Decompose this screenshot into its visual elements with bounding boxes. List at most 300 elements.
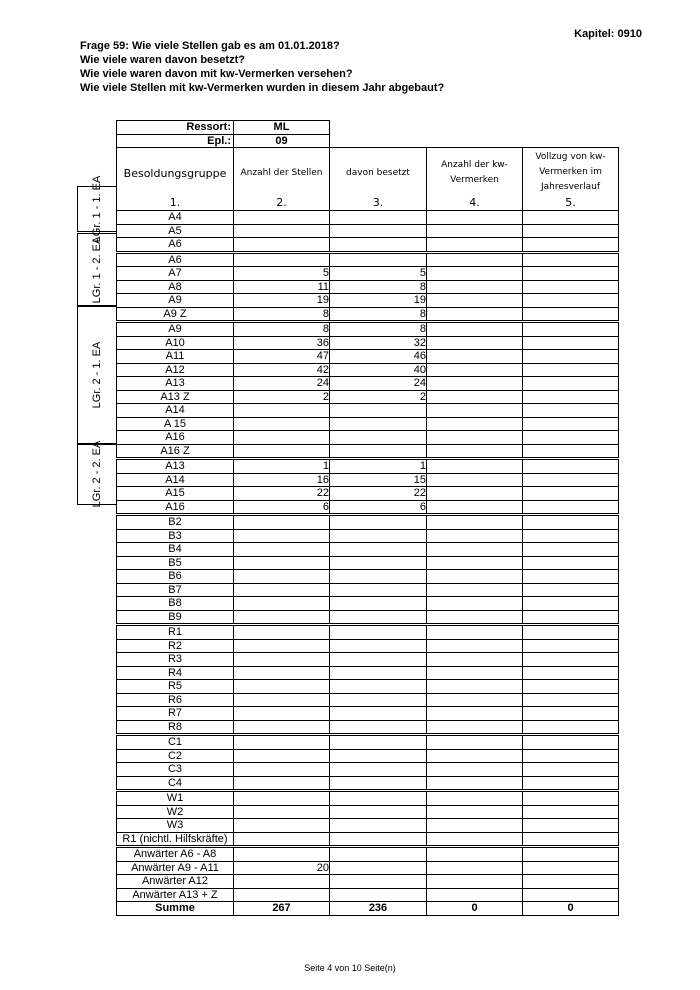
table-row bbox=[117, 583, 619, 597]
ressort-label: Ressort: bbox=[117, 121, 234, 135]
column-header: Anzahl der kw-Vermerken 4. bbox=[427, 148, 523, 211]
ressort-value: ML bbox=[234, 121, 330, 135]
kw-executed-cell bbox=[523, 861, 619, 875]
table-row bbox=[117, 707, 619, 721]
table-row bbox=[117, 735, 619, 750]
kw-executed-cell bbox=[523, 556, 619, 570]
grade-cell: A14 bbox=[117, 473, 234, 487]
kw-count-cell bbox=[427, 610, 523, 625]
positions-cell bbox=[234, 556, 330, 570]
kw-count-cell bbox=[427, 417, 523, 431]
kw-executed-cell bbox=[523, 693, 619, 707]
kw-executed-cell bbox=[523, 597, 619, 611]
grade-cell: A13 bbox=[117, 459, 234, 474]
positions-cell bbox=[234, 625, 330, 640]
group-label-lgr2-ea1: LGr. 2 - 1. EA bbox=[77, 305, 116, 445]
grade-cell: R1 (nichtl. Hilfskräfte) bbox=[117, 832, 234, 847]
kw-count-cell bbox=[427, 597, 523, 611]
positions-cell bbox=[234, 875, 330, 889]
ressort-row bbox=[117, 121, 619, 135]
grade-cell: C3 bbox=[117, 763, 234, 777]
positions-cell: 24 bbox=[234, 377, 330, 391]
kw-executed-cell bbox=[523, 294, 619, 308]
kw-count-cell bbox=[427, 666, 523, 680]
positions-cell bbox=[234, 791, 330, 806]
kw-executed-cell bbox=[523, 500, 619, 515]
positions-cell bbox=[234, 763, 330, 777]
column-header: Anzahl der Stellen 2. bbox=[234, 148, 330, 211]
kw-count-cell bbox=[427, 500, 523, 515]
kw-count-cell bbox=[427, 680, 523, 694]
positions-cell: 1 bbox=[234, 459, 330, 474]
kw-executed-cell bbox=[523, 377, 619, 391]
grade-cell: W3 bbox=[117, 819, 234, 833]
occupied-cell bbox=[330, 888, 427, 902]
kw-count-cell bbox=[427, 404, 523, 418]
occupied-cell bbox=[330, 749, 427, 763]
kw-count-cell bbox=[427, 322, 523, 337]
kw-count-cell bbox=[427, 707, 523, 721]
table-row bbox=[117, 693, 619, 707]
positions-cell bbox=[234, 597, 330, 611]
kw-executed-cell bbox=[523, 653, 619, 667]
table-row bbox=[117, 666, 619, 680]
page-footer: Seite 4 von 10 Seite(n) bbox=[304, 963, 396, 973]
kw-count-cell bbox=[427, 776, 523, 791]
kw-count-cell bbox=[427, 625, 523, 640]
kw-count-cell bbox=[427, 720, 523, 735]
kw-executed-cell bbox=[523, 404, 619, 418]
kw-executed-cell bbox=[523, 417, 619, 431]
positions-cell bbox=[234, 819, 330, 833]
table-row bbox=[117, 653, 619, 667]
kw-executed-cell bbox=[523, 832, 619, 847]
table-row bbox=[117, 875, 619, 889]
table-row bbox=[117, 597, 619, 611]
grade-cell: A16 bbox=[117, 500, 234, 515]
occupied-cell bbox=[330, 693, 427, 707]
kw-executed-cell bbox=[523, 459, 619, 474]
table-row bbox=[117, 610, 619, 625]
kw-count-cell bbox=[427, 653, 523, 667]
table-row bbox=[117, 570, 619, 584]
column-header: Vollzug von kw-Vermerken im Jahresverlauf 5. bbox=[523, 148, 619, 211]
occupied-cell: 22 bbox=[330, 487, 427, 501]
table-row bbox=[117, 211, 619, 225]
positions-cell: 22 bbox=[234, 487, 330, 501]
kw-executed-cell bbox=[523, 211, 619, 225]
question-line: Wie viele waren davon besetzt? bbox=[80, 54, 245, 66]
kw-count-cell bbox=[427, 583, 523, 597]
occupied-cell bbox=[330, 211, 427, 225]
column-header: Besoldungsgruppe 1. bbox=[117, 148, 234, 211]
table-row bbox=[117, 280, 619, 294]
positions-cell bbox=[234, 238, 330, 253]
table-row bbox=[117, 459, 619, 474]
kw-count-cell bbox=[427, 350, 523, 364]
positions-cell bbox=[234, 515, 330, 530]
kw-executed-cell bbox=[523, 543, 619, 557]
epl-label: Epl.: bbox=[117, 134, 234, 148]
occupied-cell bbox=[330, 515, 427, 530]
occupied-cell: 1 bbox=[330, 459, 427, 474]
positions-cell: 8 bbox=[234, 322, 330, 337]
occupied-cell bbox=[330, 444, 427, 459]
occupied-cell bbox=[330, 832, 427, 847]
occupied-cell bbox=[330, 570, 427, 584]
kw-count-cell bbox=[427, 832, 523, 847]
grade-cell: A6 bbox=[117, 238, 234, 253]
grade-cell: R3 bbox=[117, 653, 234, 667]
table-row bbox=[117, 556, 619, 570]
table-row bbox=[117, 307, 619, 322]
question-line: Wie viele Stellen mit kw-Vermerken wurden in diesem Jahr abgebaut? bbox=[80, 82, 445, 94]
kw-executed-cell bbox=[523, 238, 619, 253]
table-row bbox=[117, 363, 619, 377]
grade-cell: B8 bbox=[117, 597, 234, 611]
grade-cell: B5 bbox=[117, 556, 234, 570]
positions-cell bbox=[234, 583, 330, 597]
grade-cell: Anwärter A6 - A8 bbox=[117, 847, 234, 862]
positions-cell: 19 bbox=[234, 294, 330, 308]
table-row bbox=[117, 888, 619, 902]
occupied-cell bbox=[330, 763, 427, 777]
grade-cell: A16 bbox=[117, 431, 234, 445]
occupied-cell bbox=[330, 431, 427, 445]
positions-cell bbox=[234, 529, 330, 543]
occupied-cell: 5 bbox=[330, 267, 427, 281]
table-row bbox=[117, 350, 619, 364]
epl-value: 09 bbox=[234, 134, 330, 148]
grade-cell: B9 bbox=[117, 610, 234, 625]
kw-count-cell bbox=[427, 763, 523, 777]
table-row bbox=[117, 252, 619, 267]
positions-cell bbox=[234, 693, 330, 707]
occupied-cell: 40 bbox=[330, 363, 427, 377]
occupied-cell: 8 bbox=[330, 280, 427, 294]
table-row bbox=[117, 543, 619, 557]
table-row bbox=[117, 431, 619, 445]
occupied-cell bbox=[330, 583, 427, 597]
question-block bbox=[80, 39, 444, 95]
occupied-cell: 6 bbox=[330, 500, 427, 515]
kw-count-cell bbox=[427, 363, 523, 377]
summe-occupied: 236 bbox=[330, 902, 427, 916]
table-row bbox=[117, 322, 619, 337]
kw-count-cell bbox=[427, 473, 523, 487]
positions-cell: 36 bbox=[234, 336, 330, 350]
occupied-cell: 8 bbox=[330, 322, 427, 337]
occupied-cell bbox=[330, 666, 427, 680]
grade-cell: A5 bbox=[117, 224, 234, 238]
grade-cell: A12 bbox=[117, 363, 234, 377]
grade-cell: R8 bbox=[117, 720, 234, 735]
positions-cell bbox=[234, 888, 330, 902]
grade-cell: A4 bbox=[117, 211, 234, 225]
kw-executed-cell bbox=[523, 390, 619, 404]
kw-count-cell bbox=[427, 819, 523, 833]
kw-count-cell bbox=[427, 875, 523, 889]
occupied-cell bbox=[330, 735, 427, 750]
table-row bbox=[117, 847, 619, 862]
positions-cell bbox=[234, 735, 330, 750]
occupied-cell bbox=[330, 224, 427, 238]
occupied-cell: 15 bbox=[330, 473, 427, 487]
chapter-label: Kapitel: 0910 bbox=[574, 28, 642, 40]
positions-cell: 8 bbox=[234, 307, 330, 322]
kw-executed-cell bbox=[523, 749, 619, 763]
positions-table bbox=[116, 120, 619, 916]
grade-cell: R5 bbox=[117, 680, 234, 694]
positions-cell: 20 bbox=[234, 861, 330, 875]
occupied-cell bbox=[330, 805, 427, 819]
summe-positions: 267 bbox=[234, 902, 330, 916]
kw-executed-cell bbox=[523, 639, 619, 653]
kw-executed-cell bbox=[523, 610, 619, 625]
kw-count-cell bbox=[427, 791, 523, 806]
grade-cell: B7 bbox=[117, 583, 234, 597]
grade-cell: Anwärter A13 + Z bbox=[117, 888, 234, 902]
occupied-cell bbox=[330, 543, 427, 557]
kw-count-cell bbox=[427, 336, 523, 350]
summe-kw-executed: 0 bbox=[523, 902, 619, 916]
positions-cell bbox=[234, 543, 330, 557]
table-row bbox=[117, 776, 619, 791]
grade-cell: A13 Z bbox=[117, 390, 234, 404]
grade-cell: A8 bbox=[117, 280, 234, 294]
occupied-cell bbox=[330, 556, 427, 570]
grade-cell: A11 bbox=[117, 350, 234, 364]
kw-count-cell bbox=[427, 639, 523, 653]
grade-cell: A14 bbox=[117, 404, 234, 418]
occupied-cell bbox=[330, 529, 427, 543]
kw-count-cell bbox=[427, 529, 523, 543]
kw-executed-cell bbox=[523, 707, 619, 721]
positions-cell: 2 bbox=[234, 390, 330, 404]
table-row bbox=[117, 267, 619, 281]
kw-executed-cell bbox=[523, 444, 619, 459]
occupied-cell: 46 bbox=[330, 350, 427, 364]
table-row bbox=[117, 294, 619, 308]
kw-count-cell bbox=[427, 377, 523, 391]
occupied-cell bbox=[330, 847, 427, 862]
grade-cell: R7 bbox=[117, 707, 234, 721]
kw-count-cell bbox=[427, 735, 523, 750]
positions-cell bbox=[234, 252, 330, 267]
occupied-cell bbox=[330, 791, 427, 806]
kw-executed-cell bbox=[523, 847, 619, 862]
occupied-cell bbox=[330, 707, 427, 721]
positions-cell: 5 bbox=[234, 267, 330, 281]
kw-count-cell bbox=[427, 252, 523, 267]
positions-cell: 47 bbox=[234, 350, 330, 364]
positions-cell bbox=[234, 224, 330, 238]
table-row bbox=[117, 377, 619, 391]
column-header: davon besetzt 3. bbox=[330, 148, 427, 211]
summe-kw-count: 0 bbox=[427, 902, 523, 916]
kw-count-cell bbox=[427, 390, 523, 404]
grade-cell: R2 bbox=[117, 639, 234, 653]
table-row bbox=[117, 832, 619, 847]
kw-executed-cell bbox=[523, 570, 619, 584]
grade-cell: B6 bbox=[117, 570, 234, 584]
grade-cell: B3 bbox=[117, 529, 234, 543]
grade-cell: C1 bbox=[117, 735, 234, 750]
kw-count-cell bbox=[427, 693, 523, 707]
kw-count-cell bbox=[427, 280, 523, 294]
table-row bbox=[117, 791, 619, 806]
kw-executed-cell bbox=[523, 819, 619, 833]
positions-cell bbox=[234, 404, 330, 418]
kw-count-cell bbox=[427, 307, 523, 322]
grade-cell: A13 bbox=[117, 377, 234, 391]
table-row bbox=[117, 224, 619, 238]
table-row bbox=[117, 819, 619, 833]
grade-cell: A10 bbox=[117, 336, 234, 350]
kw-count-cell bbox=[427, 459, 523, 474]
kw-executed-cell bbox=[523, 720, 619, 735]
table-row bbox=[117, 336, 619, 350]
kw-count-cell bbox=[427, 749, 523, 763]
table-row bbox=[117, 805, 619, 819]
grade-cell: R1 bbox=[117, 625, 234, 640]
occupied-cell bbox=[330, 404, 427, 418]
group-label-lgr1-ea2: LGr. 1 - 2. EA bbox=[77, 233, 116, 307]
occupied-cell bbox=[330, 875, 427, 889]
kw-count-cell bbox=[427, 888, 523, 902]
positions-cell bbox=[234, 707, 330, 721]
kw-executed-cell bbox=[523, 307, 619, 322]
positions-cell bbox=[234, 444, 330, 459]
positions-cell bbox=[234, 847, 330, 862]
grade-cell: W1 bbox=[117, 791, 234, 806]
positions-cell bbox=[234, 776, 330, 791]
kw-executed-cell bbox=[523, 363, 619, 377]
kw-executed-cell bbox=[523, 529, 619, 543]
occupied-cell: 32 bbox=[330, 336, 427, 350]
kw-count-cell bbox=[427, 556, 523, 570]
table-row bbox=[117, 529, 619, 543]
kw-count-cell bbox=[427, 487, 523, 501]
positions-cell bbox=[234, 431, 330, 445]
grade-cell: C4 bbox=[117, 776, 234, 791]
occupied-cell bbox=[330, 680, 427, 694]
kw-count-cell bbox=[427, 805, 523, 819]
kw-count-cell bbox=[427, 211, 523, 225]
kw-executed-cell bbox=[523, 791, 619, 806]
positions-cell: 6 bbox=[234, 500, 330, 515]
kw-executed-cell bbox=[523, 473, 619, 487]
grade-cell: A9 Z bbox=[117, 307, 234, 322]
table-row bbox=[117, 444, 619, 459]
table-row bbox=[117, 680, 619, 694]
occupied-cell bbox=[330, 625, 427, 640]
grade-cell: B4 bbox=[117, 543, 234, 557]
table-row bbox=[117, 238, 619, 253]
table-row bbox=[117, 487, 619, 501]
summe-label: Summe bbox=[117, 902, 234, 916]
grade-cell: C2 bbox=[117, 749, 234, 763]
table-row bbox=[117, 749, 619, 763]
kw-executed-cell bbox=[523, 322, 619, 337]
positions-cell bbox=[234, 666, 330, 680]
grade-cell: B2 bbox=[117, 515, 234, 530]
positions-cell bbox=[234, 639, 330, 653]
occupied-cell: 2 bbox=[330, 390, 427, 404]
question-line: Frage 59: Wie viele Stellen gab es am 01.01.2018? bbox=[80, 40, 340, 52]
table-row bbox=[117, 417, 619, 431]
table-row bbox=[117, 861, 619, 875]
grade-cell: A15 bbox=[117, 487, 234, 501]
kw-count-cell bbox=[427, 444, 523, 459]
positions-cell bbox=[234, 680, 330, 694]
kw-count-cell bbox=[427, 543, 523, 557]
occupied-cell bbox=[330, 417, 427, 431]
table-row bbox=[117, 763, 619, 777]
group-label-lgr1-ea1: LGr. 1 - 1. EA bbox=[77, 186, 116, 232]
positions-cell bbox=[234, 832, 330, 847]
kw-count-cell bbox=[427, 294, 523, 308]
positions-cell: 16 bbox=[234, 473, 330, 487]
kw-executed-cell bbox=[523, 875, 619, 889]
kw-executed-cell bbox=[523, 431, 619, 445]
table-row bbox=[117, 625, 619, 640]
grade-cell: A9 bbox=[117, 294, 234, 308]
kw-executed-cell bbox=[523, 515, 619, 530]
kw-count-cell bbox=[427, 431, 523, 445]
grade-cell: Anwärter A9 - A11 bbox=[117, 861, 234, 875]
positions-cell bbox=[234, 653, 330, 667]
kw-count-cell bbox=[427, 267, 523, 281]
kw-count-cell bbox=[427, 515, 523, 530]
kw-executed-cell bbox=[523, 252, 619, 267]
positions-cell bbox=[234, 417, 330, 431]
kw-count-cell bbox=[427, 570, 523, 584]
grade-cell: A9 bbox=[117, 322, 234, 337]
kw-executed-cell bbox=[523, 763, 619, 777]
kw-executed-cell bbox=[523, 487, 619, 501]
grade-cell: R6 bbox=[117, 693, 234, 707]
occupied-cell bbox=[330, 776, 427, 791]
positions-cell bbox=[234, 720, 330, 735]
kw-executed-cell bbox=[523, 666, 619, 680]
positions-cell bbox=[234, 805, 330, 819]
occupied-cell bbox=[330, 819, 427, 833]
occupied-cell bbox=[330, 639, 427, 653]
table-row bbox=[117, 720, 619, 735]
occupied-cell bbox=[330, 252, 427, 267]
kw-executed-cell bbox=[523, 680, 619, 694]
occupied-cell bbox=[330, 653, 427, 667]
grade-cell: A7 bbox=[117, 267, 234, 281]
grade-cell: R4 bbox=[117, 666, 234, 680]
kw-count-cell bbox=[427, 847, 523, 862]
kw-executed-cell bbox=[523, 336, 619, 350]
occupied-cell: 19 bbox=[330, 294, 427, 308]
table-row bbox=[117, 500, 619, 515]
positions-cell: 11 bbox=[234, 280, 330, 294]
occupied-cell bbox=[330, 610, 427, 625]
kw-executed-cell bbox=[523, 735, 619, 750]
grade-cell: A6 bbox=[117, 252, 234, 267]
positions-cell bbox=[234, 211, 330, 225]
kw-executed-cell bbox=[523, 776, 619, 791]
positions-cell bbox=[234, 610, 330, 625]
positions-cell: 42 bbox=[234, 363, 330, 377]
kw-count-cell bbox=[427, 224, 523, 238]
kw-executed-cell bbox=[523, 888, 619, 902]
table-row bbox=[117, 639, 619, 653]
